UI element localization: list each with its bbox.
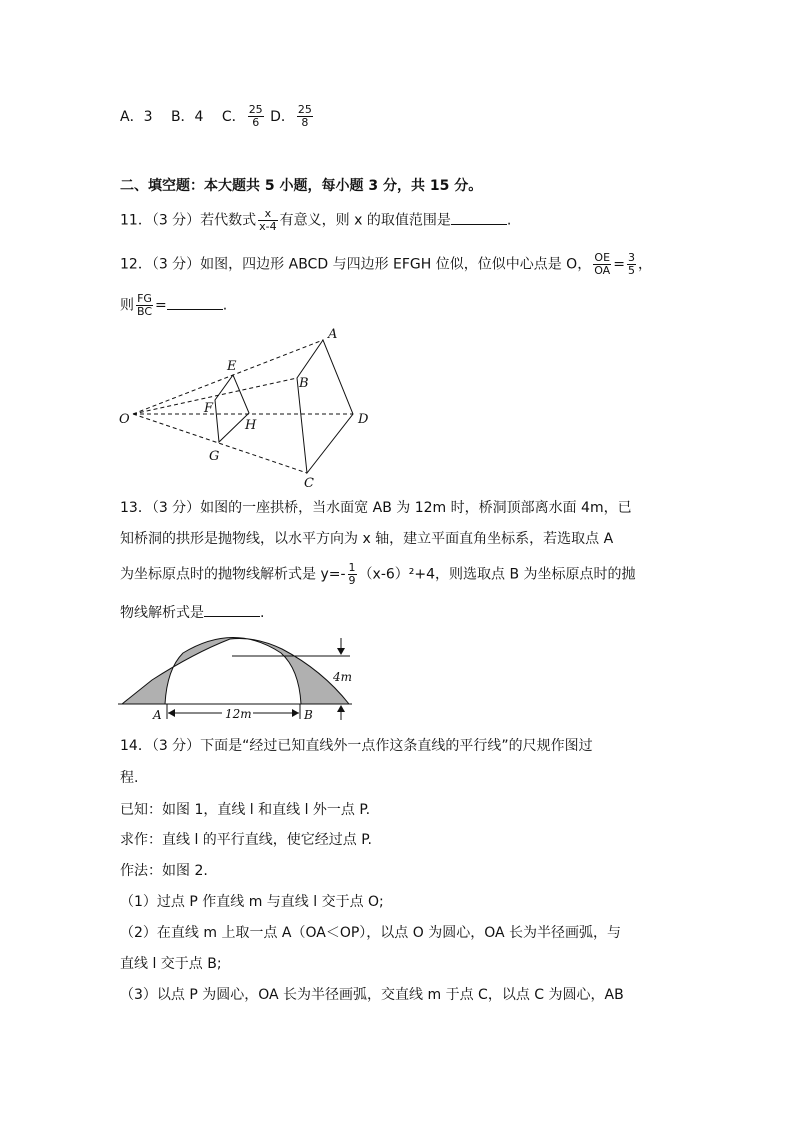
label-f: F — [204, 401, 214, 416]
question-14-step2b: 直线 l 交于点 B; — [120, 956, 222, 972]
ray-oc — [133, 414, 307, 473]
label-o: O — [119, 412, 130, 427]
arrow-left-icon — [168, 709, 175, 717]
arrow-up-icon — [337, 705, 345, 712]
question-14-ask: 求作：直线 l 的平行直线，使它经过点 P. — [120, 832, 372, 848]
bridge-body — [122, 638, 349, 705]
question-14-known: 已知：如图 1，直线 l 和直线 l 外一点 P. — [120, 802, 371, 818]
q12-fraction-oe-oa: $\frac{OE}{OA}$ — [594, 251, 611, 277]
ray-oa — [133, 340, 323, 414]
question-14-step1: （1）过点 P 作直线 m 与直线 l 交于点 O; — [120, 894, 384, 910]
quadrilateral-abcd — [297, 340, 353, 473]
choice-d: D． $\frac{25}{8}$ — [270, 103, 312, 129]
q12-fraction-value: $\frac{3}{5}$ — [627, 251, 635, 277]
choice-a: A．3 — [120, 108, 153, 125]
label-a: A — [328, 327, 338, 342]
q12-fraction-fg-bc: $\frac{FG}{BC}$ — [137, 292, 153, 318]
answer-blank — [204, 602, 260, 617]
homothety-figure — [110, 325, 380, 495]
label-h: H — [245, 418, 257, 433]
question-14-step2a: （2）在直线 m 上取一点 A（OA＜OP），以点 O 为圆心，OA 长为半径画弧，与 — [120, 925, 622, 941]
section-title: 二、填空题：本大题共 5 小题，每小题 3 分，共 15 分。 — [120, 178, 483, 194]
choice-c: C． $\frac{25}{6}$ — [221, 103, 263, 129]
choice-c-fraction: $\frac{25}{6}$ — [248, 103, 263, 129]
ray-ob — [133, 378, 297, 414]
label-4m: 4m — [333, 670, 353, 684]
question-12-line2: 则 $\frac{FG}{BC}$ = . — [120, 292, 228, 318]
question-13-line4: 物线解析式是 . — [120, 602, 264, 623]
arrow-down-icon — [337, 648, 345, 655]
label-bridge-a: A — [153, 708, 162, 722]
question-12: 12．（3 分）如图，四边形 ABCD 与四边形 EFGH 位似，位似中心点是 O， $\frac{OE}{OA}$ = $\frac{3}{5}$ ， — [120, 251, 652, 277]
choice-d-fraction: $\frac{25}{8}$ — [297, 103, 312, 129]
question-14-method: 作法：如图 2. — [120, 863, 208, 879]
arrow-right-icon — [292, 709, 299, 717]
answer-blank — [167, 295, 223, 310]
q10-choices — [120, 104, 315, 129]
label-bridge-b: B — [304, 708, 313, 722]
label-g: G — [209, 449, 220, 464]
question-13-line1: 13．（3 分）如图的一座拱桥，当水面宽 AB 为 12m 时，桥洞顶部离水面 4m，已 — [120, 500, 632, 516]
question-13-line3: 为坐标原点时的抛物线解析式是 y=- $\frac{1}{9}$ （x-6）²+4，则选取点 B 为坐标原点时的抛 — [120, 561, 636, 587]
question-11: 11．（3 分）若代数式 $\frac{x}{x-4}$ 有意义，则 x 的取值范围是 . — [120, 207, 512, 233]
q13-fraction: $\frac{1}{9}$ — [348, 561, 356, 587]
label-12m: 12m — [225, 707, 252, 721]
answer-blank — [451, 210, 507, 225]
question-14-line1: 14．（3 分）下面是“经过已知直线外一点作这条直线的平行线”的尺规作图过 — [120, 738, 593, 754]
label-b: B — [299, 376, 309, 391]
label-e: E — [227, 359, 237, 374]
quadrilateral-efgh — [215, 375, 249, 442]
question-14-line2: 程. — [120, 770, 139, 786]
question-14-step3: （3）以点 P 为圆心，OA 长为半径画弧，交直线 m 于点 C，以点 C 为圆心，AB — [120, 987, 624, 1003]
q11-fraction: $\frac{x}{x-4}$ — [259, 207, 277, 233]
arch-bridge-figure — [115, 630, 365, 725]
label-d: D — [358, 412, 369, 427]
label-c: C — [304, 476, 314, 491]
choice-b: B．4 — [170, 108, 204, 125]
question-13-line2: 知桥洞的拱形是抛物线，以水平方向为 x 轴，建立平面直角坐标系，若选取点 A — [120, 531, 614, 547]
